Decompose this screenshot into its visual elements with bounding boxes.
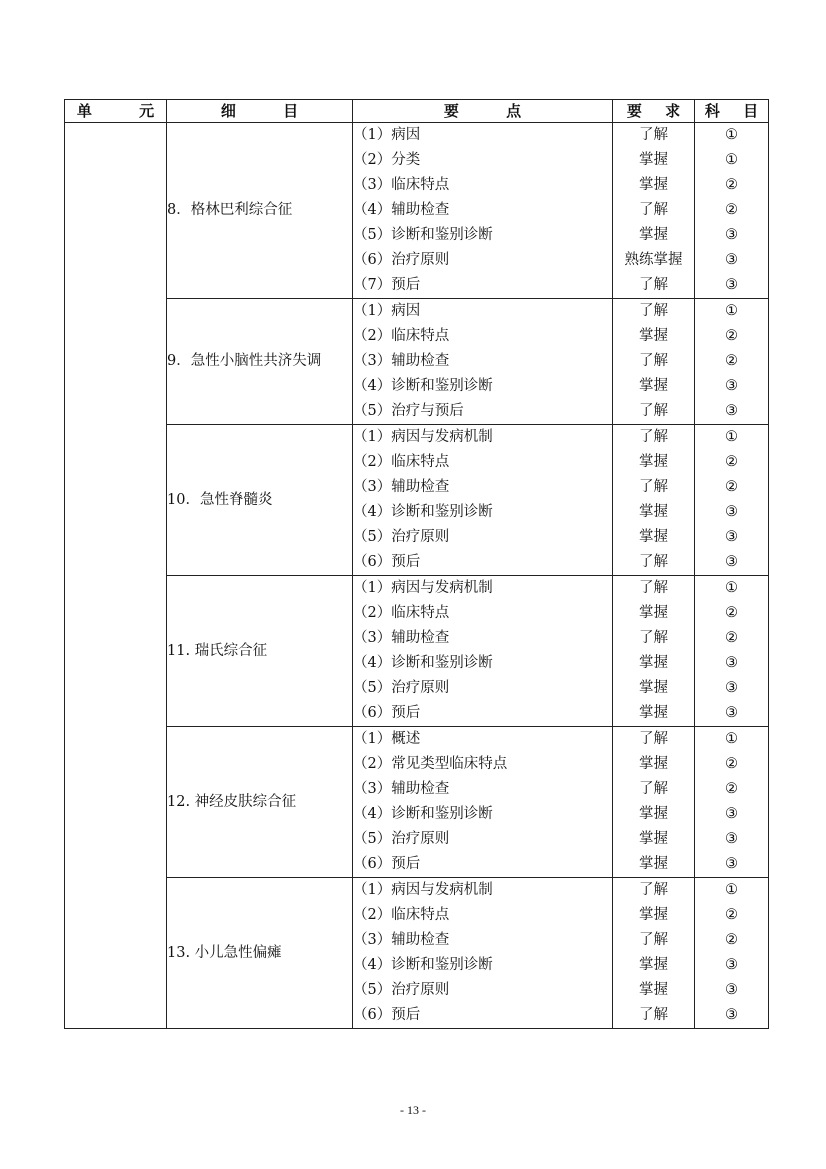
table-row [65,425,769,576]
req-cell [613,878,695,1029]
table-row [65,727,769,878]
subject-item: ① [725,303,738,319]
header-row [65,100,769,123]
point-item: （5）治疗原则 [353,680,450,696]
requirement-item: 掌握 [639,227,668,243]
requirement-item: 掌握 [639,152,668,168]
requirement-item: 掌握 [639,529,668,545]
point-item: （4）诊断和鉴别诊断 [353,655,493,671]
requirement-item: 掌握 [639,982,668,998]
point-item: （2）常见类型临床特点 [353,756,508,772]
subject-item: ③ [725,982,738,998]
point-item: （4）诊断和鉴别诊断 [353,806,493,822]
subject-item: ③ [725,1007,738,1023]
point-item: （2）临床特点 [353,454,450,470]
point-item: （4）辅助检查 [353,202,450,218]
subject-item: ③ [725,705,738,721]
req-cell [613,727,695,878]
subject-item: ③ [725,806,738,822]
subject-item: ② [725,781,738,797]
point-item: （6）预后 [353,1007,421,1023]
subject-item: ② [725,328,738,344]
header-unit: 单 元 [65,100,167,123]
subject-item: ③ [725,680,738,696]
requirement-item: 掌握 [639,806,668,822]
header-requirement: 要 求 [613,100,695,123]
subj-cell [695,727,769,878]
point-item: （7）预后 [353,277,421,293]
requirement-item: 掌握 [639,907,668,923]
detail-cell: 9．急性小脑性共济失调 [167,299,353,425]
subject-item: ③ [725,504,738,520]
subject-item: ① [725,731,738,747]
subject-item: ③ [725,403,738,419]
requirement-item: 掌握 [639,705,668,721]
req-cell [613,123,695,299]
point-item: （3）辅助检查 [353,630,450,646]
subject-item: ③ [725,378,738,394]
subject-item: ① [725,152,738,168]
subject-item: ③ [725,554,738,570]
subj-cell [695,425,769,576]
subject-item: ② [725,177,738,193]
subj-cell [695,878,769,1029]
requirement-item: 掌握 [639,328,668,344]
point-item: （2）临床特点 [353,605,450,621]
points-cell [353,123,613,299]
subject-item: ② [725,907,738,923]
requirement-item: 了解 [639,277,668,293]
table-body [65,123,769,1029]
subject-item: ② [725,630,738,646]
subject-item: ② [725,353,738,369]
requirement-item: 了解 [639,1007,668,1023]
subject-item: ① [725,882,738,898]
detail-cell: 8．格林巴利综合征 [167,123,353,299]
requirement-item: 熟练掌握 [624,252,683,268]
requirement-item: 掌握 [639,454,668,470]
requirement-item: 掌握 [639,504,668,520]
subject-item: ③ [725,529,738,545]
point-item: （3）辅助检查 [353,353,450,369]
subject-item: ② [725,479,738,495]
point-item: （2）临床特点 [353,328,450,344]
point-item: （5）治疗与预后 [353,403,464,419]
point-item: （1）病因与发病机制 [353,429,493,445]
subject-item: ② [725,756,738,772]
subject-item: ① [725,127,738,143]
requirement-item: 掌握 [639,756,668,772]
point-item: （5）治疗原则 [353,529,450,545]
requirement-item: 了解 [639,127,668,143]
table-row [65,878,769,1029]
subj-cell [695,123,769,299]
point-item: （5）治疗原则 [353,831,450,847]
subject-item: ② [725,605,738,621]
point-item: （4）诊断和鉴别诊断 [353,378,493,394]
points-cell [353,425,613,576]
unit-cell [65,123,167,1029]
point-item: （2）临床特点 [353,907,450,923]
requirement-item: 了解 [639,731,668,747]
point-item: （5）诊断和鉴别诊断 [353,227,493,243]
subject-item: ③ [725,655,738,671]
subject-item: ③ [725,856,738,872]
subject-item: ③ [725,252,738,268]
requirement-item: 了解 [639,932,668,948]
req-cell [613,425,695,576]
point-item: （6）预后 [353,856,421,872]
point-item: （5）治疗原则 [353,982,450,998]
subject-item: ① [725,580,738,596]
point-item: （4）诊断和鉴别诊断 [353,504,493,520]
subject-item: ③ [725,831,738,847]
point-item: （1）病因与发病机制 [353,580,493,596]
requirement-item: 了解 [639,303,668,319]
requirement-item: 了解 [639,353,668,369]
detail-cell: 13. 小儿急性偏瘫 [167,878,353,1029]
point-item: （3）辅助检查 [353,781,450,797]
points-cell [353,576,613,727]
req-cell [613,299,695,425]
page-number: - 13 - [400,1103,426,1117]
subject-item: ② [725,454,738,470]
detail-cell: 10．急性脊髓炎 [167,425,353,576]
subject-item: ② [725,202,738,218]
header-points: 要 点 [353,100,613,123]
requirement-item: 掌握 [639,831,668,847]
requirement-item: 了解 [639,630,668,646]
requirement-item: 掌握 [639,957,668,973]
point-item: （1）病因 [353,303,421,319]
point-item: （6）治疗原则 [353,252,450,268]
requirement-item: 掌握 [639,605,668,621]
requirement-item: 了解 [639,202,668,218]
point-item: （6）预后 [353,705,421,721]
requirement-item: 掌握 [639,680,668,696]
point-item: （1）病因 [353,127,421,143]
requirement-item: 了解 [639,781,668,797]
point-item: （6）预后 [353,554,421,570]
requirement-item: 了解 [639,429,668,445]
point-item: （4）诊断和鉴别诊断 [353,957,493,973]
point-item: （3）辅助检查 [353,479,450,495]
subj-cell [695,576,769,727]
points-cell [353,878,613,1029]
point-item: （3）辅助检查 [353,932,450,948]
syllabus-table [64,99,769,1029]
detail-cell: 11. 瑞氏综合征 [167,576,353,727]
requirement-item: 了解 [639,554,668,570]
subj-cell [695,299,769,425]
subject-item: ② [725,932,738,948]
header-subject: 科 目 [695,100,769,123]
points-cell [353,299,613,425]
requirement-item: 掌握 [639,378,668,394]
point-item: （1）病因与发病机制 [353,882,493,898]
header-detail: 细 目 [167,100,353,123]
table-row [65,576,769,727]
requirement-item: 了解 [639,479,668,495]
table-row [65,123,769,299]
points-cell [353,727,613,878]
point-item: （1）概述 [353,731,421,747]
point-item: （3）临床特点 [353,177,450,193]
requirement-item: 了解 [639,403,668,419]
req-cell [613,576,695,727]
subject-item: ③ [725,227,738,243]
detail-cell: 12. 神经皮肤综合征 [167,727,353,878]
point-item: （2）分类 [353,152,421,168]
subject-item: ① [725,429,738,445]
requirement-item: 掌握 [639,655,668,671]
subject-item: ③ [725,957,738,973]
requirement-item: 掌握 [639,177,668,193]
requirement-item: 了解 [639,882,668,898]
requirement-item: 了解 [639,580,668,596]
table-row [65,299,769,425]
subject-item: ③ [725,277,738,293]
requirement-item: 掌握 [639,856,668,872]
